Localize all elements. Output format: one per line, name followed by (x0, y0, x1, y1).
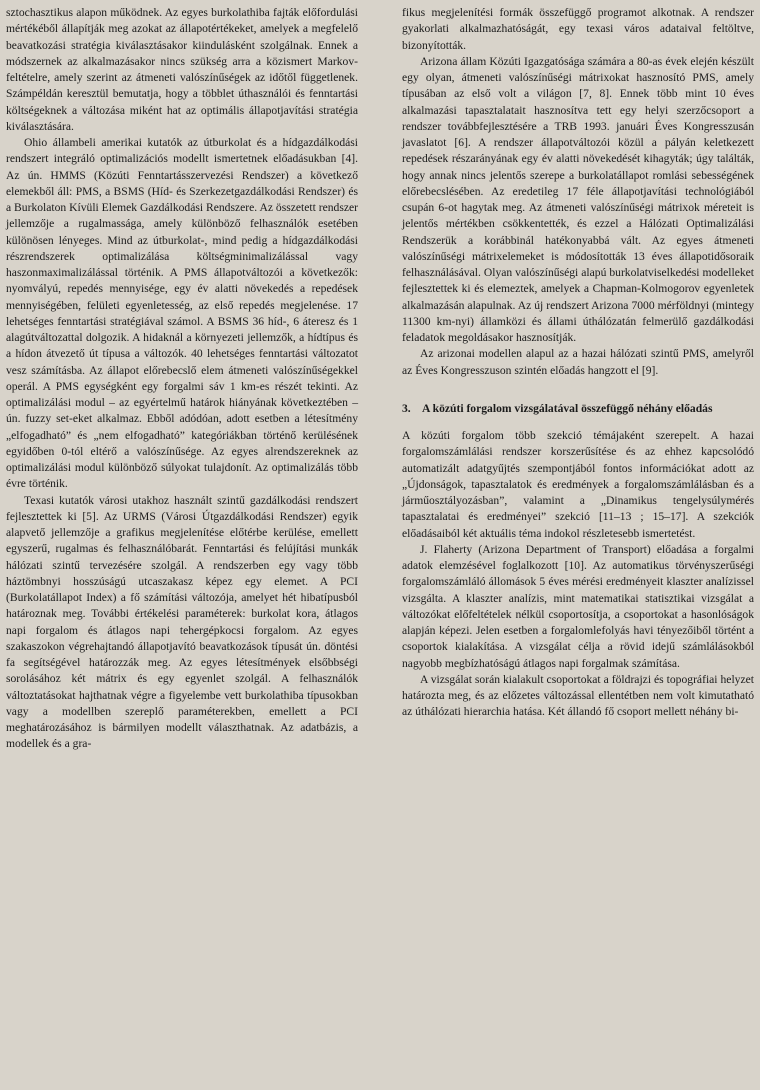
paragraph: fikus megjelenítési formák összefüggő programot alkotnak. A rendszer gyakorlati alkalmazhatóságát, egy texasi város adataival feltöltve, bizonyították. (402, 6, 754, 52)
paragraph: sztochasztikus alapon működnek. Az egyes burkolathiba fajták előfordulási mértékéből állapítják meg azokat az állapotértékeket, amelyek a megfelelő beavatkozási stratégia kiválasztásakor kiindulásként szolgálnak. Ennek a módszernek az alkalmazásakor nincs szükség arra a közismert Markov-feltételre, amely szerint az átmeneti valószínűségek az időtől függetlenek. Számpéldán keresztül bemutatja, hogy a többlet úthasználói és fenntartási költségeknek a változása miként hat az optimális állapotjavítási stratégia kiválasztására. (6, 6, 358, 133)
paragraph: Ohio állambeli amerikai kutatók az útburkolat és a hídgazdálkodási rendszert integráló optimalizációs modellt ismertetnek előadásukban [4]. Az ún. HMMS (Közúti Fenntartásszervezési Rendszer) a következő elemekből áll: PMS, a BSMS (Híd- és Szerkezetgazdálkodási Rendszer) és a Burkolaton Kívüli Elemek Gazdálkodási Rendszere. Az összetett rendszer jellemzője a rugalmassága, amely különböző felhasználók esetében különösen lényeges. Mind az útburkolat-, mind pedig a hídgazdálkodási részrendszerek optimalizálása költségminimalizálással vagy haszonmaximalizálással történik. A PMS állapotváltozói a következők: nyomvályú, repedés mennyisége, egy év alatti növekedés a repedések mennyiségében, felületi egyenletesség, az első repedés megjelenése. 17 lehetséges fenntartási stratégiával számol. A BSMS 36 híd-, 6 áteresz és 1 alagútváltozattal dolgozik. A hidaknál a környezeti jellemzők, a hídtípus és a hídon átvezető út típusa a változók. 40 lehetséges fenntartási változatot vesz számításba. Az állapot előrebecslő elem átmeneti valószínűségekkel operál. A PMS egységként egy forgalmi sáv 1 km-es részét tekinti. Az optimalizálási modul – az egyértelmű határok hiányának következtében – ún. fuzzy set-eket alkalmaz. Ebből adódóan, adott esetben a létesítmény „elfogadható” és „nem elfogadható” kategóriákban történő kerülésének egyidőben 0-tól eltérő a valószínűsége. Az egyes alrendszereknek az optimalizálási modul különböző súlyokat tulajdonít. Az optimalizálás több évre történik. (6, 136, 358, 491)
paragraph: Texasi kutatók városi utakhoz használt szintű gazdálkodási rendszert fejlesztettek ki [5]. Az URMS (Városi Útgazdálkodási Rendszer) egyik alapvető jellemzője a grafikus megjelenítése előtérbe kerülése, emellett egyszerű, rugalmas és felhasználóbarát. Fenntartási és felújítási munkák hálózati szintű tervezésére szolgál. A rendszerben egy vagy több háztömbnyi hosszúságú utcaszakasz képez egy elemet. A PCI (Burkolatállapot Index) a fő számítási változója, amelyet hét hibatípusból határoznak meg. További értékelési paraméterek: burkolat kora, átlagos napi forgalom és átlagos napi tehergépkocsi forgalom. Az egyes szakaszokon végrehajtandó állapotjavító beavatkozások típusát ún. döntési fa segítségével határozzák meg. Az egyes létesítmények elsőbbségi sorolásához két mátrix és egy egyenlet szolgál. A felhasználók változtatásokat hajthatnak végre a figyelembe vett burkolathiba típusokban vagy a modellben szereplő paraméterekben, emellett a PCI meghatározásához is bármilyen modellt választhatnak. Az adatbázis, a modellek és a gra- (6, 493, 358, 751)
section-heading (402, 401, 754, 417)
right-column (402, 5, 754, 721)
paragraph: Az arizonai modellen alapul az a hazai hálózati szintű PMS, amelyről az Éves Kongresszuson szintén előadás hangzott el [9]. (402, 347, 754, 377)
section-title: A közúti forgalom vizsgálatával összefüggő néhány előadás (422, 401, 713, 415)
paragraph: J. Flaherty (Arizona Department of Transport) előadása a forgalmi adatok elemzésével foglalkozott [10]. Az automatikus törvényszerűségi forgalomszámláló állomások 5 éves mérési eredményeit klaszter analízissel vizsgálta. A klaszter analízis, mint matematikai statisztikai vizsgálat a változókat előfeltételek nélkül csoportosítja, a csoportokat a hasonlóságok alapján képezi. Jelen esetben a forgalomlefolyás havi tényezőiből történt a csoportok kialakítása. A vizsgálat célja a rövid idejű számlálásokból nagyobb megbízhatóságú átlagos napi forgalmak számítása. (402, 542, 754, 670)
left-column (6, 5, 358, 753)
paragraph: Arizona állam Közúti Igazgatósága számára a 80-as évek elején készült egy olyan, átmeneti valószínűségi mátrixokat hasznosító PMS, amely típusában az első volt a világon [7, 8]. Ennek több mint 10 éves alkalmazási tapasztalatait hasznosítva tett egy helyi szerzőcsoport a rendszer továbbfejlesztésére a TRB 1993. januári Éves Kongresszusán javaslatot [6]. A rendszer állapotváltozói közül a pályán keletkezett repedések részarányának egy év alatti növekedését kihagyták; úgy találták, hogy annak nincs jelentős szerepe a burkolatállapot romlási sebességének előrebecslésében. Az eredetileg 17 féle állapotjavítási technológiából csupán 6-ot hagytak meg. Az átmeneti valószínűségi mátrixok méreteit is jelentős mértékben csökkentették, és ezzel a Hálózati Optimalizálási Rendszerük a korábbinál hatékonyabbá vált. Az egyes átmeneti valószínűségi mátrixelemeket is módosították 13 éves állapotidősoraik felhasználásával. Olyan valószínűségi alapú burkolatviselkedési modelleket fejlesztettek ki és elemeztek, amelyek a Chapman-Kolmogorov egyenletek alkalmazásán alapulnak. Az új rendszert Arizona 7000 mérföldnyi (mintegy 11300 km-nyi) államközi és állami úthálózatán felmerülő gazdálkodási feladatok megoldásakor hasznosítják. (402, 54, 754, 344)
section-number: 3. (402, 401, 411, 415)
paragraph: A vizsgálat során kialakult csoportokat a földrajzi és topográfiai helyzet határozta meg, és az előzetes változással ellentétben nem volt kimutatható az úthálózati hierarchia hatása. Két állandó fő csoport mellett néhány bi- (402, 672, 754, 719)
paragraph: A közúti forgalom több szekció témájaként szerepelt. A hazai forgalomszámlálási rendszer korszerűsítése és az ehhez kapcsolódó automatizált adatgyűjtés szempontjából fontos információkat adott az „Újdonságok, tapasztalatok és eredmények a forgalomszámlálásban és a járműosztályozásban”, valamint a „Dinamikus tengelysúlymérés tapasztalatai és eredményei” szekció [11–13 ; 15–17]. A szekciók előadásaiból két aktuális téma indokol részletesebb ismertetést. (402, 429, 754, 540)
